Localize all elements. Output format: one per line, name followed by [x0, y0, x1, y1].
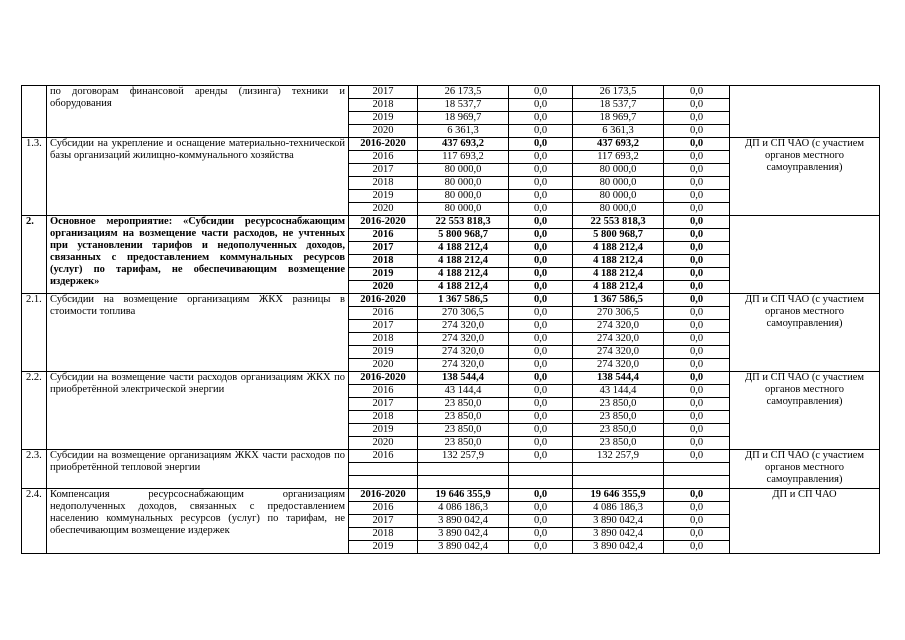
year-cell: 2017 — [349, 320, 418, 333]
total-amount-cell: 274 320,0 — [418, 359, 509, 372]
total-amount-cell: 3 890 042,4 — [418, 528, 509, 541]
year-cell: 2016 — [349, 307, 418, 320]
total-amount-cell: 80 000,0 — [418, 190, 509, 203]
regional-budget-cell: 3 890 042,4 — [573, 515, 664, 528]
regional-budget-cell: 22 553 818,3 — [573, 216, 664, 229]
year-cell: 2017 — [349, 515, 418, 528]
federal-budget-cell: 0,0 — [509, 255, 573, 268]
regional-budget-cell: 274 320,0 — [573, 359, 664, 372]
regional-budget-cell: 274 320,0 — [573, 320, 664, 333]
federal-budget-cell: 0,0 — [509, 333, 573, 346]
total-amount-cell: 80 000,0 — [418, 177, 509, 190]
year-cell: 2018 — [349, 255, 418, 268]
year-cell: 2016 — [349, 385, 418, 398]
federal-budget-cell: 0,0 — [509, 203, 573, 216]
year-cell: 2018 — [349, 99, 418, 112]
total-amount-cell: 23 850,0 — [418, 424, 509, 437]
other-sources-cell: 0,0 — [664, 346, 730, 359]
other-sources-cell: 0,0 — [664, 112, 730, 125]
federal-budget-cell: 0,0 — [509, 190, 573, 203]
other-sources-cell: 0,0 — [664, 99, 730, 112]
regional-budget-cell: 23 850,0 — [573, 437, 664, 450]
other-sources-cell: 0,0 — [664, 515, 730, 528]
table-row — [22, 489, 880, 502]
regional-budget-cell — [573, 476, 664, 489]
regional-budget-cell: 26 173,5 — [573, 86, 664, 99]
other-sources-cell: 0,0 — [664, 177, 730, 190]
regional-budget-cell: 4 086 186,3 — [573, 502, 664, 515]
responsible-executor: ДП и СП ЧАО (с участием органов местного самоуправления) — [730, 372, 880, 450]
federal-budget-cell: 0,0 — [509, 294, 573, 307]
year-cell: 2020 — [349, 437, 418, 450]
table-row — [22, 216, 880, 229]
federal-budget-cell: 0,0 — [509, 450, 573, 463]
federal-budget-cell: 0,0 — [509, 268, 573, 281]
year-cell — [349, 476, 418, 489]
row-number — [22, 86, 47, 138]
other-sources-cell: 0,0 — [664, 307, 730, 320]
other-sources-cell: 0,0 — [664, 242, 730, 255]
other-sources-cell: 0,0 — [664, 86, 730, 99]
row-number: 1.3. — [22, 138, 47, 216]
other-sources-cell: 0,0 — [664, 151, 730, 164]
responsible-executor — [730, 86, 880, 138]
total-amount-cell: 4 188 212,4 — [418, 268, 509, 281]
federal-budget-cell: 0,0 — [509, 424, 573, 437]
federal-budget-cell: 0,0 — [509, 437, 573, 450]
federal-budget-cell: 0,0 — [509, 502, 573, 515]
year-cell: 2018 — [349, 177, 418, 190]
year-cell: 2016 — [349, 229, 418, 242]
federal-budget-cell: 0,0 — [509, 281, 573, 294]
other-sources-cell — [664, 463, 730, 476]
year-cell: 2018 — [349, 528, 418, 541]
regional-budget-cell: 6 361,3 — [573, 125, 664, 138]
other-sources-cell: 0,0 — [664, 502, 730, 515]
total-amount-cell: 4 086 186,3 — [418, 502, 509, 515]
total-amount-cell: 80 000,0 — [418, 164, 509, 177]
other-sources-cell: 0,0 — [664, 489, 730, 502]
total-amount-cell: 138 544,4 — [418, 372, 509, 385]
total-amount-cell: 23 850,0 — [418, 437, 509, 450]
federal-budget-cell: 0,0 — [509, 99, 573, 112]
budget-table — [21, 85, 880, 554]
row-number: 2. — [22, 216, 47, 294]
total-amount-cell: 23 850,0 — [418, 411, 509, 424]
other-sources-cell: 0,0 — [664, 385, 730, 398]
year-cell: 2016-2020 — [349, 372, 418, 385]
activity-description: по договорам финансовой аренды (лизинга) техники и оборудования — [47, 86, 349, 138]
other-sources-cell: 0,0 — [664, 359, 730, 372]
total-amount-cell: 6 361,3 — [418, 125, 509, 138]
year-cell: 2019 — [349, 541, 418, 554]
other-sources-cell: 0,0 — [664, 541, 730, 554]
other-sources-cell: 0,0 — [664, 281, 730, 294]
other-sources-cell: 0,0 — [664, 216, 730, 229]
other-sources-cell: 0,0 — [664, 398, 730, 411]
federal-budget-cell — [509, 463, 573, 476]
total-amount-cell: 4 188 212,4 — [418, 242, 509, 255]
regional-budget-cell: 5 800 968,7 — [573, 229, 664, 242]
year-cell: 2016 — [349, 151, 418, 164]
federal-budget-cell: 0,0 — [509, 541, 573, 554]
regional-budget-cell: 132 257,9 — [573, 450, 664, 463]
year-cell: 2018 — [349, 333, 418, 346]
federal-budget-cell: 0,0 — [509, 125, 573, 138]
total-amount-cell: 132 257,9 — [418, 450, 509, 463]
regional-budget-cell: 4 188 212,4 — [573, 268, 664, 281]
year-cell — [349, 463, 418, 476]
other-sources-cell: 0,0 — [664, 229, 730, 242]
activity-description: Субсидии на укрепление и оснащение материально-технической базы организаций жилищно-коммунального хозяйства — [47, 138, 349, 216]
total-amount-cell: 18 969,7 — [418, 112, 509, 125]
regional-budget-cell: 80 000,0 — [573, 164, 664, 177]
regional-budget-cell: 117 693,2 — [573, 151, 664, 164]
year-cell: 2018 — [349, 411, 418, 424]
row-number: 2.3. — [22, 450, 47, 489]
federal-budget-cell: 0,0 — [509, 411, 573, 424]
other-sources-cell: 0,0 — [664, 138, 730, 151]
table-row — [22, 138, 880, 151]
other-sources-cell: 0,0 — [664, 294, 730, 307]
regional-budget-cell: 80 000,0 — [573, 203, 664, 216]
regional-budget-cell: 18 969,7 — [573, 112, 664, 125]
total-amount-cell: 274 320,0 — [418, 346, 509, 359]
total-amount-cell: 274 320,0 — [418, 333, 509, 346]
federal-budget-cell: 0,0 — [509, 177, 573, 190]
table-row — [22, 450, 880, 463]
regional-budget-cell: 4 188 212,4 — [573, 281, 664, 294]
row-number: 2.1. — [22, 294, 47, 372]
federal-budget-cell: 0,0 — [509, 320, 573, 333]
federal-budget-cell: 0,0 — [509, 489, 573, 502]
total-amount-cell: 4 188 212,4 — [418, 281, 509, 294]
total-amount-cell: 270 306,5 — [418, 307, 509, 320]
federal-budget-cell: 0,0 — [509, 138, 573, 151]
responsible-executor: ДП и СП ЧАО — [730, 489, 880, 554]
table-row — [22, 294, 880, 307]
other-sources-cell: 0,0 — [664, 333, 730, 346]
regional-budget-cell: 4 188 212,4 — [573, 255, 664, 268]
budget-table-body — [22, 86, 880, 554]
federal-budget-cell — [509, 476, 573, 489]
federal-budget-cell: 0,0 — [509, 398, 573, 411]
federal-budget-cell: 0,0 — [509, 112, 573, 125]
federal-budget-cell: 0,0 — [509, 151, 573, 164]
activity-description: Субсидии на возмещение организациям ЖКХ части расходов по приобретённой тепловой энергии — [47, 450, 349, 489]
regional-budget-cell: 43 144,4 — [573, 385, 664, 398]
regional-budget-cell: 437 693,2 — [573, 138, 664, 151]
responsible-executor: ДП и СП ЧАО (с участием органов местного самоуправления) — [730, 450, 880, 489]
year-cell: 2016-2020 — [349, 489, 418, 502]
regional-budget-cell: 270 306,5 — [573, 307, 664, 320]
other-sources-cell: 0,0 — [664, 164, 730, 177]
row-number: 2.2. — [22, 372, 47, 450]
total-amount-cell: 3 890 042,4 — [418, 515, 509, 528]
year-cell: 2016-2020 — [349, 138, 418, 151]
regional-budget-cell: 3 890 042,4 — [573, 528, 664, 541]
year-cell: 2020 — [349, 281, 418, 294]
regional-budget-cell — [573, 463, 664, 476]
other-sources-cell: 0,0 — [664, 450, 730, 463]
year-cell: 2019 — [349, 190, 418, 203]
other-sources-cell: 0,0 — [664, 528, 730, 541]
other-sources-cell: 0,0 — [664, 203, 730, 216]
regional-budget-cell: 1 367 586,5 — [573, 294, 664, 307]
other-sources-cell: 0,0 — [664, 125, 730, 138]
other-sources-cell: 0,0 — [664, 372, 730, 385]
activity-description: Компенсация ресурсоснабжающим организациям недополученных доходов, связанных с предоставлением населению коммунальных ресурсов (услуг) по тарифам, не обеспечивающим возмещение издержек — [47, 489, 349, 554]
regional-budget-cell: 80 000,0 — [573, 177, 664, 190]
federal-budget-cell: 0,0 — [509, 359, 573, 372]
total-amount-cell: 117 693,2 — [418, 151, 509, 164]
activity-description: Основное мероприятие: «Субсидии ресурсоснабжающим организациям на возмещение части расходов, не учтенных при установлении тарифов и недополученных доходов, связанных с предоставлением коммунальных ресурсов (услуг) по тарифам, не обеспечивающим возмещение издержек» — [47, 216, 349, 294]
regional-budget-cell: 18 537,7 — [573, 99, 664, 112]
year-cell: 2017 — [349, 164, 418, 177]
year-cell: 2020 — [349, 203, 418, 216]
year-cell: 2016 — [349, 502, 418, 515]
other-sources-cell: 0,0 — [664, 320, 730, 333]
federal-budget-cell: 0,0 — [509, 242, 573, 255]
federal-budget-cell: 0,0 — [509, 528, 573, 541]
regional-budget-cell: 19 646 355,9 — [573, 489, 664, 502]
regional-budget-cell: 138 544,4 — [573, 372, 664, 385]
total-amount-cell: 80 000,0 — [418, 203, 509, 216]
activity-description: Субсидии на возмещение части расходов организациям ЖКХ по приобретённой электрической энергии — [47, 372, 349, 450]
other-sources-cell: 0,0 — [664, 411, 730, 424]
year-cell: 2019 — [349, 268, 418, 281]
year-cell: 2016-2020 — [349, 216, 418, 229]
total-amount-cell: 4 188 212,4 — [418, 255, 509, 268]
other-sources-cell: 0,0 — [664, 190, 730, 203]
regional-budget-cell: 274 320,0 — [573, 333, 664, 346]
federal-budget-cell: 0,0 — [509, 307, 573, 320]
year-cell: 2019 — [349, 424, 418, 437]
federal-budget-cell: 0,0 — [509, 229, 573, 242]
total-amount-cell: 3 890 042,4 — [418, 541, 509, 554]
total-amount-cell: 19 646 355,9 — [418, 489, 509, 502]
other-sources-cell: 0,0 — [664, 424, 730, 437]
total-amount-cell — [418, 476, 509, 489]
year-cell: 2020 — [349, 359, 418, 372]
total-amount-cell: 5 800 968,7 — [418, 229, 509, 242]
federal-budget-cell: 0,0 — [509, 346, 573, 359]
regional-budget-cell: 3 890 042,4 — [573, 541, 664, 554]
regional-budget-cell: 23 850,0 — [573, 411, 664, 424]
year-cell: 2017 — [349, 398, 418, 411]
total-amount-cell: 26 173,5 — [418, 86, 509, 99]
other-sources-cell: 0,0 — [664, 255, 730, 268]
federal-budget-cell: 0,0 — [509, 86, 573, 99]
total-amount-cell: 18 537,7 — [418, 99, 509, 112]
table-row — [22, 372, 880, 385]
total-amount-cell: 437 693,2 — [418, 138, 509, 151]
table-row — [22, 86, 880, 99]
total-amount-cell: 43 144,4 — [418, 385, 509, 398]
activity-description: Субсидии на возмещение организациям ЖКХ разницы в стоимости топлива — [47, 294, 349, 372]
total-amount-cell: 274 320,0 — [418, 320, 509, 333]
regional-budget-cell: 274 320,0 — [573, 346, 664, 359]
federal-budget-cell: 0,0 — [509, 385, 573, 398]
total-amount-cell: 22 553 818,3 — [418, 216, 509, 229]
year-cell: 2017 — [349, 242, 418, 255]
other-sources-cell — [664, 476, 730, 489]
year-cell: 2020 — [349, 125, 418, 138]
regional-budget-cell: 80 000,0 — [573, 190, 664, 203]
responsible-executor — [730, 216, 880, 294]
row-number: 2.4. — [22, 489, 47, 554]
responsible-executor: ДП и СП ЧАО (с участием органов местного самоуправления) — [730, 138, 880, 216]
other-sources-cell: 0,0 — [664, 268, 730, 281]
total-amount-cell: 23 850,0 — [418, 398, 509, 411]
responsible-executor: ДП и СП ЧАО (с участием органов местного самоуправления) — [730, 294, 880, 372]
federal-budget-cell: 0,0 — [509, 515, 573, 528]
total-amount-cell: 1 367 586,5 — [418, 294, 509, 307]
year-cell: 2019 — [349, 346, 418, 359]
total-amount-cell — [418, 463, 509, 476]
year-cell: 2016-2020 — [349, 294, 418, 307]
regional-budget-cell: 4 188 212,4 — [573, 242, 664, 255]
year-cell: 2016 — [349, 450, 418, 463]
year-cell: 2017 — [349, 86, 418, 99]
other-sources-cell: 0,0 — [664, 437, 730, 450]
federal-budget-cell: 0,0 — [509, 216, 573, 229]
regional-budget-cell: 23 850,0 — [573, 398, 664, 411]
federal-budget-cell: 0,0 — [509, 164, 573, 177]
federal-budget-cell: 0,0 — [509, 372, 573, 385]
regional-budget-cell: 23 850,0 — [573, 424, 664, 437]
year-cell: 2019 — [349, 112, 418, 125]
